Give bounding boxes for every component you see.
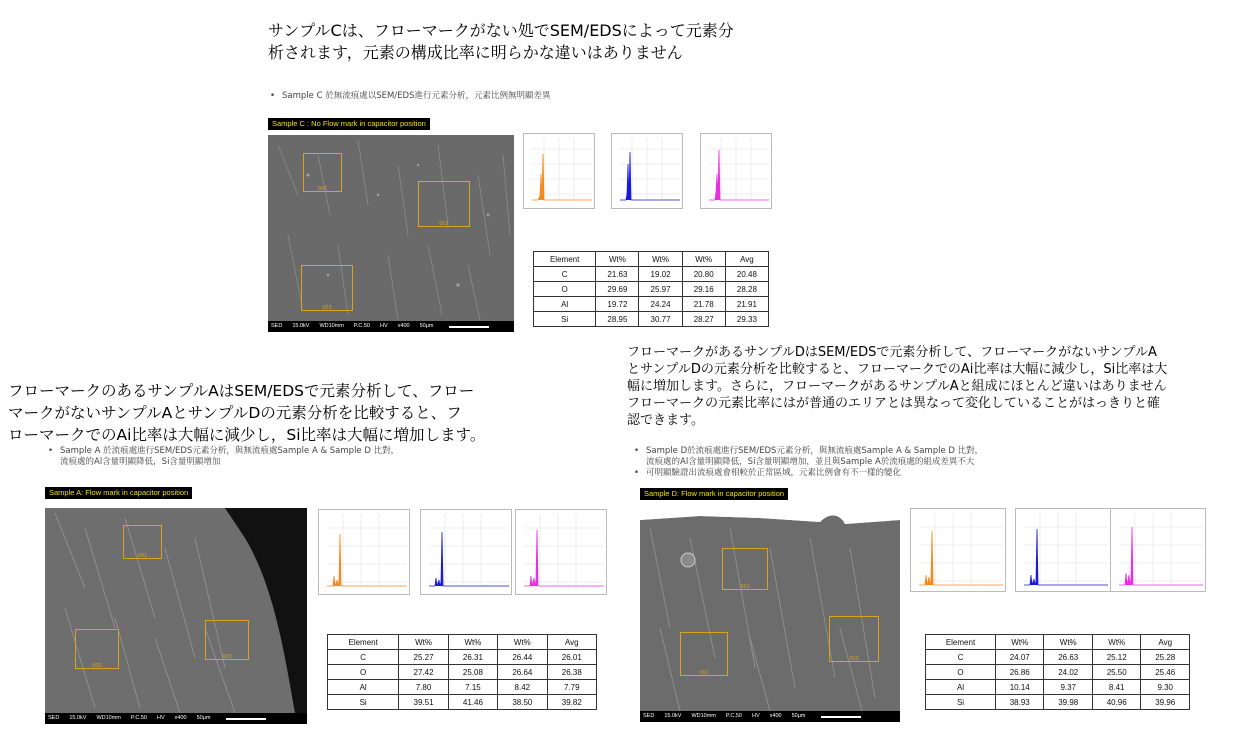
table-row: O 29.69 25.97 29.16 28.28 <box>534 282 769 297</box>
bullet-item: • Sample D於流痕處進行SEM/EDS元素分析，與無流痕處Sample A & Sample D 比對， <box>634 446 984 456</box>
table-row: O 26.86 24.02 25.50 25.46 <box>926 665 1190 680</box>
column-header: Element <box>926 635 996 650</box>
roi-box: 003 <box>829 616 879 662</box>
table-row: Al 19.72 24.24 21.78 21.91 <box>534 297 769 312</box>
sem-texture <box>640 508 900 711</box>
roi-box: 002 <box>75 629 119 669</box>
column-header: Wt% <box>498 635 547 650</box>
left-heading-line: フローマークのあるサンプルAはSEM/EDSで元素分析して、フロー <box>8 382 475 400</box>
right-bullets <box>632 446 983 479</box>
right-heading-line: フローマークの元素比率にはが普通のエリアとは異なって変化していることがはっきりと確 <box>627 396 1161 411</box>
table-row: Si 38.93 39.98 40.96 39.96 <box>926 695 1190 710</box>
table-row: Al 10.14 9.37 8.41 9.30 <box>926 680 1190 695</box>
column-header: Wt% <box>596 252 639 267</box>
eds-spectrum-1 <box>523 133 595 209</box>
sample-d-sem-image <box>640 508 900 722</box>
column-header: Element <box>534 252 596 267</box>
table-row: C 21.63 19.02 20.80 20.48 <box>534 267 769 282</box>
right-heading-line: フローマークがあるサンプルDはSEM/EDSで元素分析して、フローマークがないサンプルA <box>627 345 1157 360</box>
column-header: Avg <box>547 635 596 650</box>
eds-spectrum-3 <box>1110 508 1206 592</box>
sample-a-sem-image <box>45 508 307 724</box>
bullet-item: • Sample C 於無流痕處以SEM/EDS進行元素分析，元素比例無明顯差異 <box>270 91 551 101</box>
scale-bar <box>226 718 266 720</box>
sample-c-caption: Sample C : No Flow mark in capacitor position <box>268 118 430 130</box>
column-header: Element <box>328 635 399 650</box>
column-header: Wt% <box>639 252 682 267</box>
roi-box: 002 <box>418 181 470 227</box>
column-header: Avg <box>1141 635 1190 650</box>
column-header: Wt% <box>996 635 1044 650</box>
sample-d-caption: Sample D: Flow mark in capacitor position <box>640 488 788 500</box>
table-row: Al 7.80 7.15 8.42 7.79 <box>328 680 597 695</box>
scale-bar <box>449 326 489 328</box>
left-heading-line: ローマークでのAi比率は大幅に減少し，Si比率は大幅に増加します。 <box>8 426 486 444</box>
column-header: Wt% <box>1044 635 1092 650</box>
left-heading <box>8 380 485 446</box>
sem-texture <box>45 508 307 713</box>
right-heading-line: 認できます。 <box>627 413 704 428</box>
right-heading-line: 幅に増加します。さらに，フローマークがあるサンプルAと組成にほとんど違いはありません <box>627 379 1167 394</box>
eds-spectrum-1 <box>318 509 410 595</box>
table-header-row <box>328 635 597 650</box>
top-heading-line: サンプルCは、フローマークがない処でSEM/EDSによって元素分 <box>268 21 734 40</box>
right-heading <box>627 344 1167 429</box>
sample-d-eds-table <box>925 634 1190 710</box>
sample-c-sem-image <box>268 135 514 332</box>
roi-box: 001 <box>722 548 768 590</box>
bullet-item: 流痕處的Al含量明顯降低，Si含量明顯增加 <box>60 457 221 467</box>
column-header: Wt% <box>1092 635 1140 650</box>
table-row: Si 28.95 30.77 28.27 29.33 <box>534 312 769 327</box>
left-bullets <box>46 446 399 468</box>
table-row: C 24.07 26.63 25.12 25.28 <box>926 650 1190 665</box>
sample-c-eds-table <box>533 251 769 327</box>
top-bullets <box>268 91 551 102</box>
table-row: Si 39.51 41.46 38.50 39.82 <box>328 695 597 710</box>
roi-box: 003 <box>301 265 353 311</box>
eds-spectrum-3 <box>515 509 607 595</box>
sample-a-eds-table <box>327 634 597 710</box>
eds-spectrum-2 <box>1015 508 1111 592</box>
roi-box: 003 <box>205 620 249 660</box>
roi-box: 001 <box>123 525 162 559</box>
top-heading-line: 析されます，元素の構成比率に明らかな違いはありません <box>268 43 683 62</box>
eds-spectrum-2 <box>611 133 683 209</box>
table-header-row <box>534 252 769 267</box>
right-heading-line: とサンプルDの元素分析を比較すると、フローマークでのAi比率は大幅に減少し，Si比率は大 <box>627 362 1168 377</box>
sem-info-bar: SED 15.0kV WD10mm P.C.50 HV x400 50μm <box>45 713 307 724</box>
table-row: C 25.27 26.31 26.44 26.01 <box>328 650 597 665</box>
eds-spectrum-1 <box>910 508 1006 592</box>
roi-box: 001 <box>303 153 342 192</box>
column-header: Avg <box>725 252 768 267</box>
bullet-item: • Sample A 於流痕處進行SEM/EDS元素分析，與無流痕處Sample A & Sample D 比對， <box>48 446 400 456</box>
left-heading-line: マークがないサンプルAとサンプルDの元素分析を比較すると、フ <box>8 404 462 422</box>
eds-spectrum-3 <box>700 133 772 209</box>
roi-box: 002 <box>680 632 728 676</box>
table-header-row <box>926 635 1190 650</box>
column-header: Wt% <box>448 635 497 650</box>
bullet-item: 流痕處的Al含量明顯降低，Si含量明顯增加，並且與Sample A於流痕處的組成差異不大 <box>646 457 975 467</box>
top-heading <box>268 20 734 64</box>
column-header: Wt% <box>399 635 448 650</box>
scale-bar <box>821 716 861 718</box>
bullet-item: • 可明顯驗證出流痕處會相較於正常區域，元素比例會有不一樣的變化 <box>634 468 902 478</box>
sample-a-caption: Sample A: Flow mark in capacitor position <box>45 487 192 499</box>
sem-info-bar: SED 15.0kV WD10mm P.C.50 HV x400 50μm <box>640 711 900 722</box>
table-row: O 27.42 25.08 26.64 26.38 <box>328 665 597 680</box>
column-header: Wt% <box>682 252 725 267</box>
eds-spectrum-2 <box>420 509 512 595</box>
sem-info-bar: SED 15.0kV WD10mm P.C.50 HV x400 50μm <box>268 321 514 332</box>
